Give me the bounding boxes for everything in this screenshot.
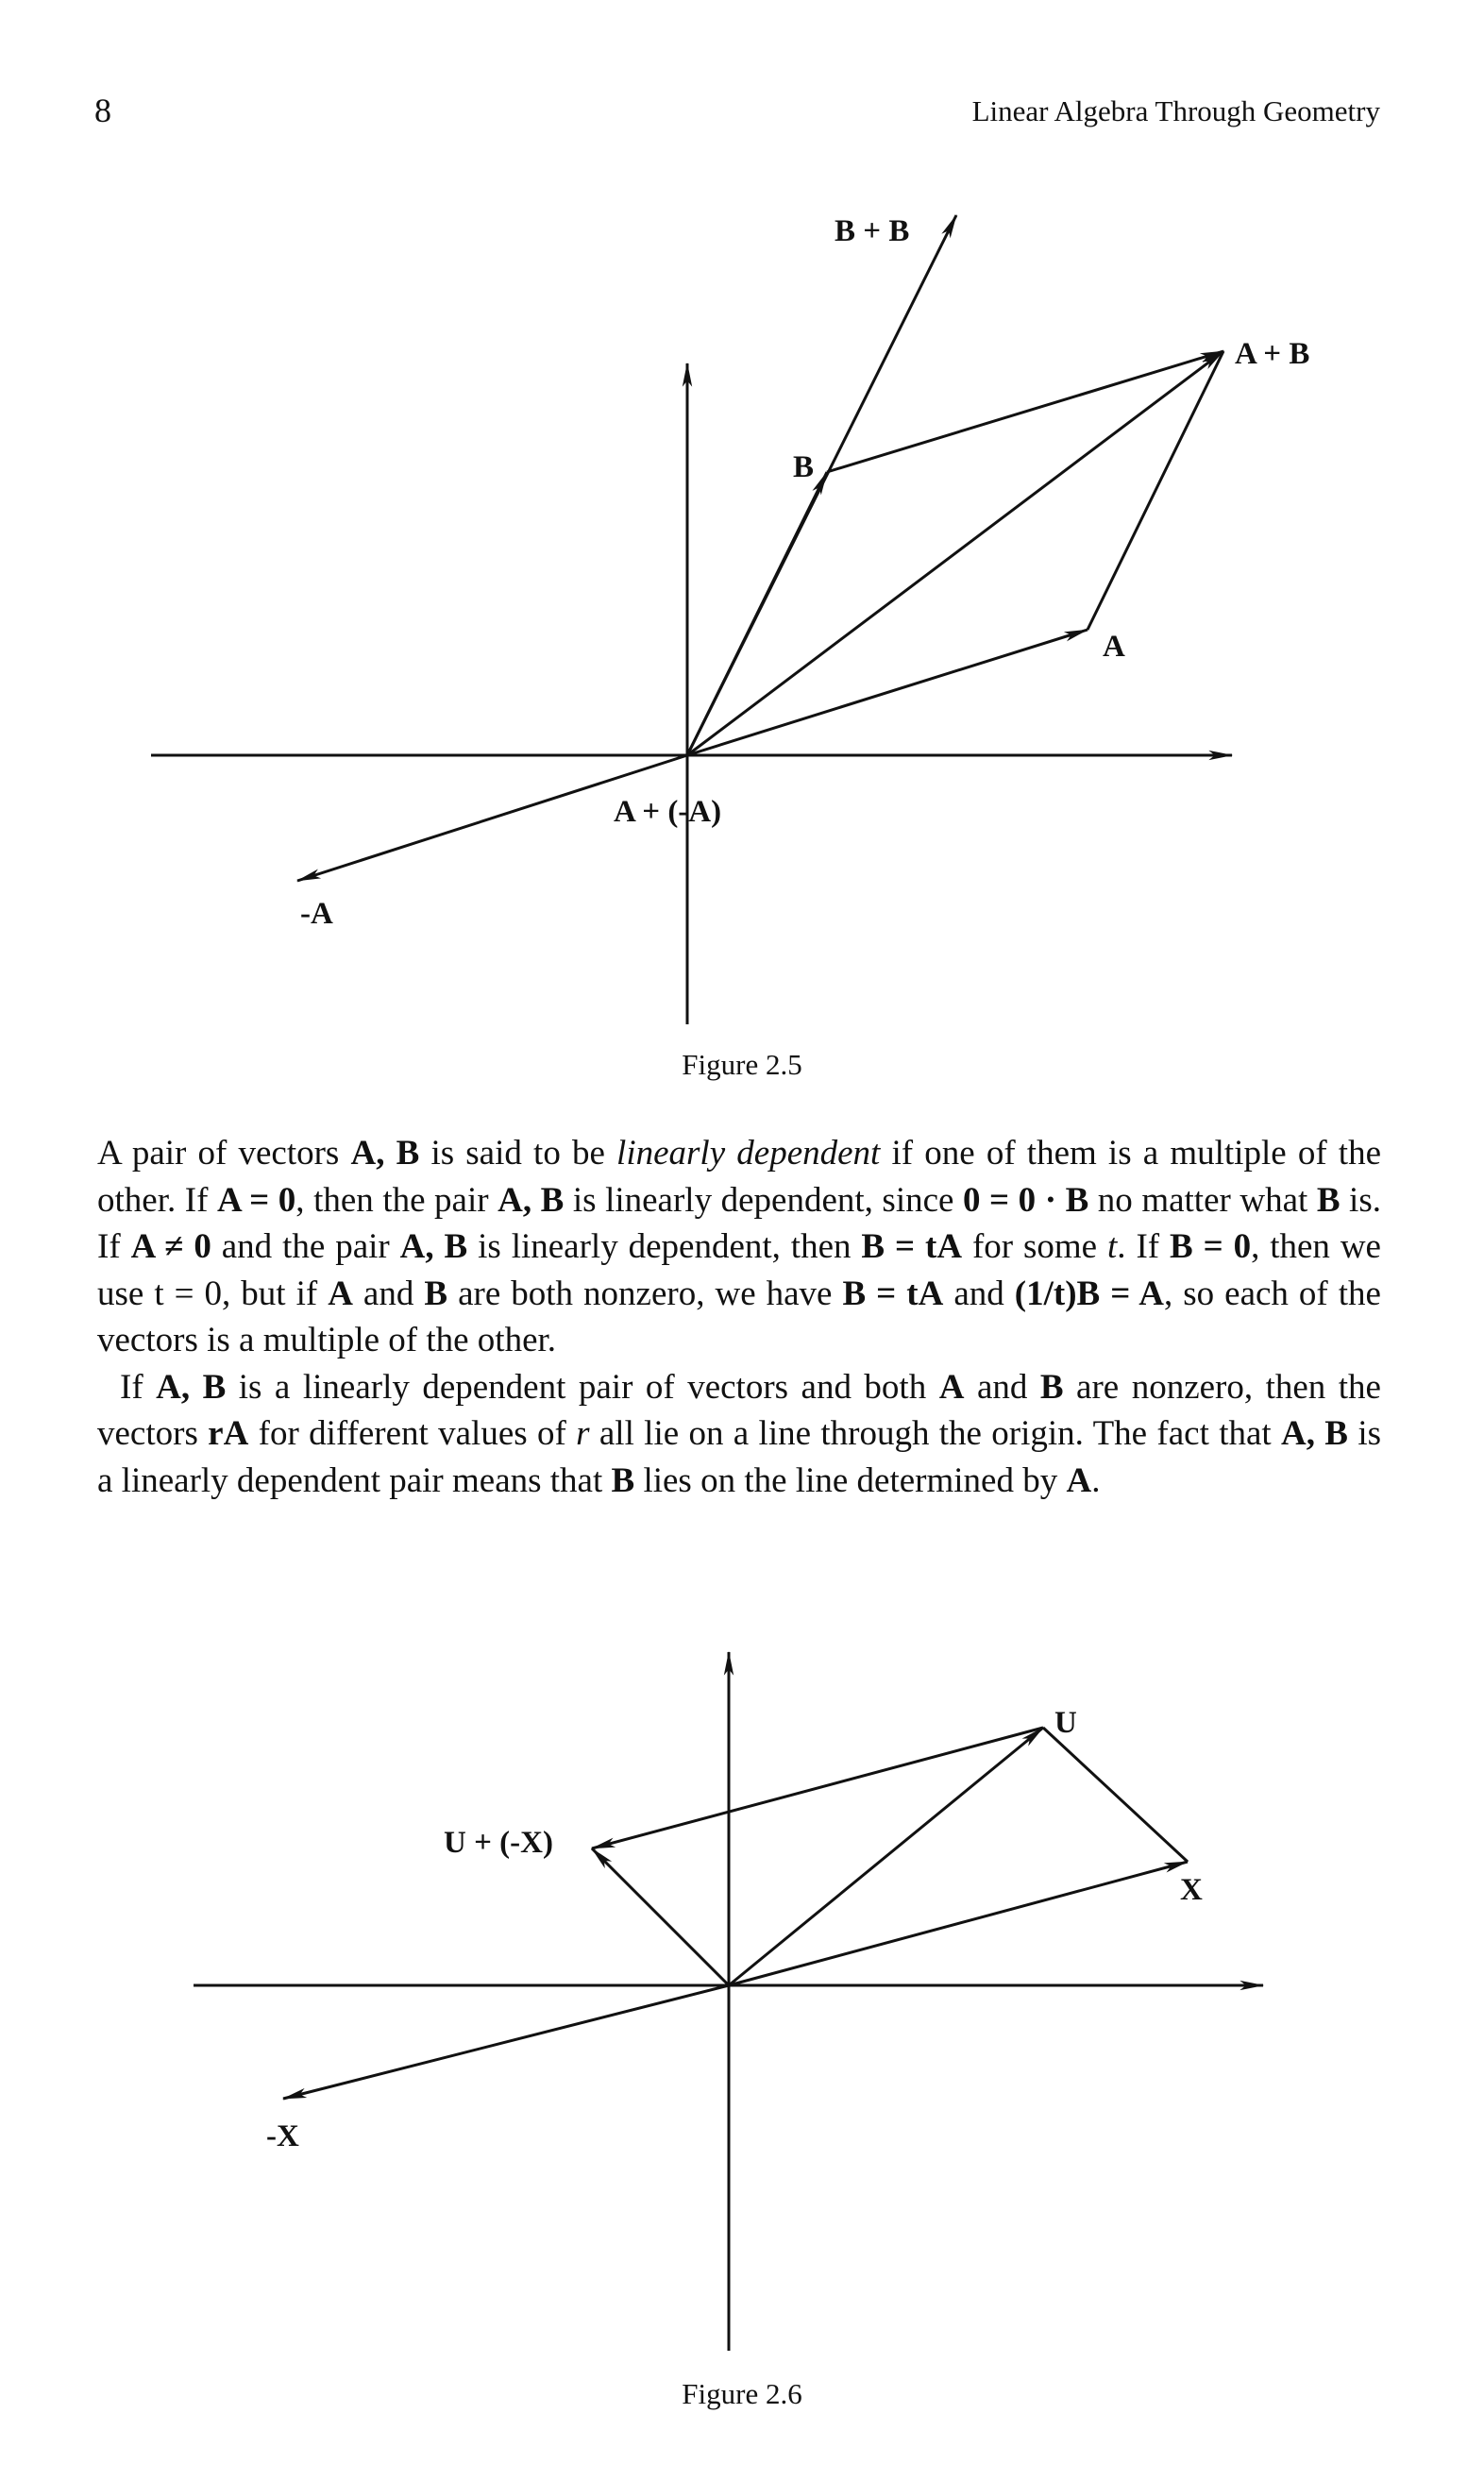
figure-2-5-diagram — [0, 0, 1484, 1095]
vector-a — [687, 630, 1088, 755]
label-neg-a: -A — [300, 897, 333, 931]
running-title: Linear Algebra Through Geometry — [971, 94, 1380, 127]
paragraph-2: If A, B is a linearly dependent pair of vectors and both A and B are nonzero, then the vectors rA for different values of r all lie on a line through the origin. The fact that A, B is a linearly dependent pair means that B lies on the line determined by A. — [97, 1367, 1382, 1500]
vector-x — [729, 1862, 1188, 1985]
vector-b — [687, 472, 827, 755]
vector-a-plus-b — [687, 351, 1223, 755]
figure-2-6-caption: Figure 2.6 — [682, 2377, 802, 2410]
label-a: A — [1103, 630, 1125, 664]
label-neg-x: -X — [266, 2119, 299, 2153]
vector-u — [729, 1728, 1043, 1985]
side-a-to-a-plus-b — [1088, 351, 1223, 630]
figure-2-6 — [0, 1605, 1484, 2455]
body-text — [97, 1130, 1381, 1504]
side-b-to-a-plus-b — [827, 351, 1223, 472]
side-x-to-u — [1043, 1728, 1188, 1862]
figure-2-5 — [0, 0, 1484, 1095]
label-u-plus-neg-x: U + (-X) — [444, 1826, 553, 1860]
vector-u-plus-neg-x — [592, 1848, 729, 1985]
paragraph-1: A pair of vectors A, B is said to be linearly dependent if one of them is a multiple of the other. If A = 0, then the pair A, B is linearly dependent, since 0 = 0 · B no matter what B is. If A ≠ 0 and the pair A, B is linearly dependent, then B = tA for some t. If B = 0, then we use t = 0, but if A and B are both nonzero, we have B = tA and (1/t)B = A, so each of the vectors is a multiple of the other. — [97, 1134, 1381, 1359]
page-number: 8 — [94, 92, 111, 129]
label-b-plus-b: B + B — [835, 214, 910, 248]
figure-2-6-diagram — [0, 1605, 1484, 2455]
vector-neg-x — [283, 1985, 729, 2099]
label-b: B — [793, 450, 815, 484]
label-a-plus-neg-a: A + (-A) — [614, 795, 722, 829]
figure-2-5-caption: Figure 2.5 — [682, 1048, 802, 1081]
label-u: U — [1054, 1706, 1077, 1740]
label-x: X — [1180, 1873, 1203, 1907]
side-u-to-u-plus-neg-x — [592, 1728, 1043, 1848]
label-a-plus-b: A + B — [1235, 337, 1310, 371]
